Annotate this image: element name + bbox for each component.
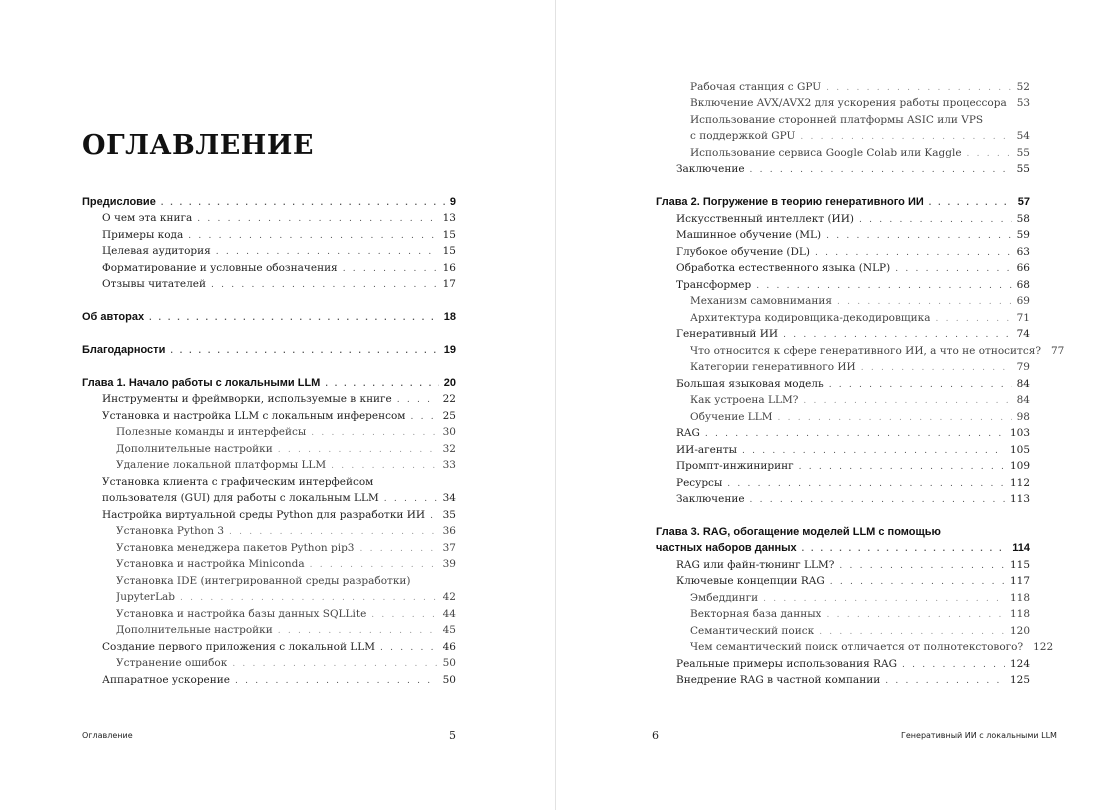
toc-entry-page: 57 — [1017, 196, 1030, 208]
dot-leader — [815, 246, 1012, 260]
dot-leader — [967, 147, 1012, 161]
toc-entry — [656, 476, 1030, 491]
dot-leader — [149, 310, 439, 324]
toc-entry-title: частных наборов данных — [656, 542, 797, 554]
toc-entry — [656, 195, 1030, 209]
toc-entry — [82, 343, 456, 357]
toc-entry-page: 58 — [1016, 213, 1030, 225]
toc-entry-page: 9 — [449, 196, 456, 208]
toc-entry-title: Дополнительные настройки — [116, 624, 273, 636]
dot-leader — [235, 674, 438, 688]
toc-entry — [82, 475, 456, 489]
toc-entry — [82, 244, 456, 259]
dot-leader — [803, 394, 1011, 408]
toc-entry — [82, 640, 456, 655]
toc-entry-page: 22 — [442, 393, 456, 405]
toc-entry-title: Установка и настройка Miniconda — [116, 558, 305, 570]
toc-entry-title: Архитектура кодировщика-декодировщика — [690, 312, 931, 324]
toc-entry-title: Об авторах — [82, 311, 145, 323]
toc-entry — [82, 261, 456, 276]
toc-entry-page: 98 — [1016, 411, 1030, 423]
toc-entry-page: 42 — [442, 591, 456, 603]
toc-entry-title: Дополнительные настройки — [116, 443, 273, 455]
toc-entry-page: 55 — [1016, 147, 1030, 159]
dot-leader — [802, 541, 1008, 555]
toc-entry-title: Удаление локальной платформы LLM — [116, 459, 327, 471]
toc-entry-title: Рабочая станция с GPU — [690, 81, 822, 93]
toc-entry — [656, 344, 1065, 359]
toc-entry — [82, 277, 456, 292]
toc-entry — [656, 377, 1030, 392]
toc-entry-page: 45 — [442, 624, 456, 636]
toc-entry-page: 19 — [443, 344, 456, 356]
right-page — [556, 0, 1111, 810]
toc-entry-title: Создание первого приложения с локальной LLM — [102, 641, 375, 653]
toc-entry-page: 32 — [442, 443, 456, 455]
toc-entry-title: Трансформер — [676, 279, 752, 291]
toc-entry — [82, 590, 456, 605]
toc-entry-page: 59 — [1016, 229, 1030, 241]
dot-leader — [310, 558, 438, 572]
toc-entry-title: Глава 3. RAG, обогащение моделей LLM с помощью — [656, 526, 941, 538]
dot-leader — [188, 229, 437, 243]
toc-entry-title: Промпт-инжиниринг — [676, 460, 794, 472]
dot-leader — [819, 625, 1005, 639]
dot-leader — [859, 213, 1012, 227]
toc-entry-page: 79 — [1016, 361, 1030, 373]
toc-entry-page: 52 — [1016, 81, 1030, 93]
dot-leader — [756, 279, 1011, 293]
toc-entry — [82, 557, 456, 572]
toc-entry-page: 25 — [442, 410, 456, 422]
toc-entry-title: Установка и настройка LLM с локальным инференсом — [102, 410, 406, 422]
toc-entry-title: Ключевые концепции RAG — [676, 575, 825, 587]
toc-entry-page: 33 — [442, 459, 456, 471]
left-page — [0, 0, 555, 810]
toc-entry-title: Категории генеративного ИИ — [690, 361, 856, 373]
toc-entry-title: Аппаратное ускорение — [102, 674, 230, 686]
toc-entry-title: Реальные примеры использования RAG — [676, 658, 897, 670]
toc-entry-title: пользователя (GUI) для работы с локальным LLM — [102, 492, 379, 504]
toc-entry-title: Целевая аудитория — [102, 245, 211, 257]
dot-leader — [778, 411, 1012, 425]
dot-leader — [826, 229, 1012, 243]
dot-leader — [197, 212, 437, 226]
toc-entry — [656, 261, 1030, 276]
toc-entry-page: 115 — [1009, 559, 1030, 571]
toc-entry-page: 124 — [1009, 658, 1030, 670]
toc-entry — [656, 459, 1030, 474]
toc-entry-title: Установка менеджера пакетов Python pip3 — [116, 542, 355, 554]
toc-entry-page: 69 — [1016, 295, 1030, 307]
toc-entry — [82, 310, 456, 324]
toc-entry-page: 112 — [1009, 477, 1030, 489]
toc-entry — [656, 492, 1030, 507]
toc-entry-title: Отзывы читателей — [102, 278, 207, 290]
toc-entry-page: 71 — [1016, 312, 1030, 324]
toc-entry-title: Эмбеддинги — [690, 592, 759, 604]
toc-entry-title: Обработка естественного языка (NLP) — [676, 262, 891, 274]
toc-entry-page: 118 — [1009, 592, 1030, 604]
toc-entry-page: 13 — [442, 212, 456, 224]
toc-entry-title: с поддержкой GPU — [690, 130, 796, 142]
dot-leader — [278, 443, 438, 457]
toc-entry — [656, 558, 1030, 573]
dot-leader — [397, 393, 438, 407]
toc-entry-title: Механизм самовнимания — [690, 295, 832, 307]
toc-entry — [656, 162, 1030, 177]
toc-entry — [656, 393, 1030, 408]
dot-leader — [929, 195, 1013, 209]
toc-entry-title: Устранение ошибок — [116, 657, 228, 669]
toc-entry-title: Форматирование и условные обозначения — [102, 262, 338, 274]
toc-entry-page: 74 — [1016, 328, 1030, 340]
toc-entry-title: Векторная база данных — [690, 608, 822, 620]
toc-entry-page: 55 — [1016, 163, 1030, 175]
toc-entry-title: Семантический поиск — [690, 625, 815, 637]
dot-leader — [216, 245, 438, 259]
toc-entry — [656, 657, 1030, 672]
toc-entry — [82, 392, 456, 407]
toc-entry-title: Установка Python 3 — [116, 525, 225, 537]
dot-leader — [742, 444, 1005, 458]
dot-leader — [331, 459, 437, 473]
dot-leader — [161, 195, 445, 209]
running-footer-left: Оглавление — [82, 731, 133, 740]
toc-entry — [82, 656, 456, 671]
toc-entry — [656, 426, 1030, 441]
toc-entry-page: 117 — [1009, 575, 1030, 587]
toc-entry-page: 109 — [1009, 460, 1030, 472]
page-number-left: 5 — [449, 729, 456, 742]
toc-entry-page: 120 — [1009, 625, 1030, 637]
dot-leader — [384, 492, 438, 506]
toc-entry-title: Использование сервиса Google Colab или Kaggle — [690, 147, 962, 159]
toc-entry — [82, 607, 456, 622]
toc-entry — [656, 245, 1030, 260]
toc-entry — [82, 673, 456, 688]
toc-entry-title: Ресурсы — [676, 477, 723, 489]
toc-entry-page: 36 — [442, 525, 456, 537]
toc-entry — [656, 228, 1030, 243]
toc-entry — [656, 624, 1030, 639]
dot-leader — [826, 81, 1011, 95]
toc-entry — [82, 541, 456, 556]
toc-entry-title: Машинное обучение (ML) — [676, 229, 822, 241]
dot-leader — [861, 361, 1012, 375]
toc-entry-title: Полезные команды и интерфейсы — [116, 426, 307, 438]
dot-leader — [727, 477, 1005, 491]
toc-entry — [82, 623, 456, 638]
toc-entry — [82, 195, 456, 209]
toc-entry-title: Настройка виртуальной среды Python для разработки ИИ — [102, 509, 426, 521]
toc-entry-page: 18 — [443, 311, 456, 323]
toc-entry-title: Внедрение RAG в частной компании — [676, 674, 881, 686]
toc-entry — [656, 443, 1030, 458]
dot-leader — [783, 328, 1012, 342]
toc-entry — [656, 607, 1030, 622]
dot-leader — [232, 657, 437, 671]
toc-entry-title: Обучение LLM — [690, 411, 773, 423]
dot-leader — [170, 343, 438, 357]
toc-entry-page: 68 — [1016, 279, 1030, 291]
toc-entry-page: 118 — [1009, 608, 1030, 620]
toc-entry-title: Установка клиента с графическим интерфейсом — [102, 476, 374, 488]
dot-leader — [359, 542, 437, 556]
dot-leader — [705, 427, 1005, 441]
toc-entry-page: 84 — [1016, 378, 1030, 390]
toc-entry — [82, 376, 456, 390]
toc-title: ОГЛАВЛЕНИЕ — [82, 130, 314, 161]
dot-leader — [830, 575, 1005, 589]
toc-entry-title: Искусственный интеллект (ИИ) — [676, 213, 854, 225]
dot-leader — [829, 378, 1012, 392]
toc-entry-title: Генеративный ИИ — [676, 328, 779, 340]
toc-entry — [656, 591, 1030, 606]
dot-leader — [343, 262, 438, 276]
toc-entry-title: Примеры кода — [102, 229, 184, 241]
toc-entry — [656, 278, 1030, 293]
toc-entry-title: Заключение — [676, 493, 745, 505]
toc-entry — [656, 525, 1030, 539]
toc-entry-title: Установка IDE (интегрированной среды разработки) — [116, 575, 411, 587]
toc-entry-page: 15 — [442, 229, 456, 241]
dot-leader — [837, 295, 1012, 309]
toc-entry — [656, 673, 1030, 688]
toc-entry-title: Установка и настройка базы данных SQLLite — [116, 608, 367, 620]
toc-entry-page: 20 — [443, 377, 456, 389]
toc-entry — [656, 80, 1030, 95]
dot-leader — [410, 410, 437, 424]
toc-entry — [656, 311, 1030, 326]
toc-entry-page: 105 — [1009, 444, 1030, 456]
toc-entry — [82, 211, 456, 226]
toc-entry — [656, 327, 1030, 342]
dot-leader — [750, 493, 1005, 507]
toc-entry-title: Включение AVX/AVX2 для ускорения работы процессора — [690, 97, 1007, 109]
dot-leader — [180, 591, 438, 605]
dot-leader — [211, 278, 438, 292]
dot-leader — [278, 624, 438, 638]
toc-entry — [82, 574, 456, 588]
toc-entry-page: 37 — [442, 542, 456, 554]
toc-entry-page: 30 — [442, 426, 456, 438]
toc-entry-page: 39 — [442, 558, 456, 570]
dot-leader — [902, 658, 1005, 672]
toc-entry-page: 103 — [1009, 427, 1030, 439]
toc-entry — [656, 410, 1030, 425]
toc-entry-title: ИИ-агенты — [676, 444, 738, 456]
running-footer-right: Генеративный ИИ с локальными LLM — [901, 731, 1057, 740]
dot-leader — [380, 641, 438, 655]
dot-leader — [826, 608, 1004, 622]
toc-entry — [82, 524, 456, 539]
toc-entry-page: 63 — [1016, 246, 1030, 258]
toc-entry — [656, 96, 1030, 111]
toc-entry-page: 50 — [442, 657, 456, 669]
toc-entry — [656, 574, 1030, 589]
toc-entry-title: Глубокое обучение (DL) — [676, 246, 810, 258]
toc-entry-title: RAG или файн-тюнинг LLM? — [676, 559, 835, 571]
toc-entry — [656, 113, 1030, 127]
toc-entry — [82, 508, 456, 523]
toc-entry-page: 17 — [442, 278, 456, 290]
toc-entry-title: Использование сторонней платформы ASIC или VPS — [690, 114, 984, 126]
toc-entry-page: 113 — [1009, 493, 1030, 505]
dot-leader — [371, 608, 437, 622]
toc-entry — [82, 409, 456, 424]
toc-entry-page: 44 — [442, 608, 456, 620]
toc-entry-page: 77 — [1050, 345, 1065, 357]
toc-entry-title: Глава 1. Начало работы с локальными LLM — [82, 377, 321, 389]
dot-leader — [229, 525, 438, 539]
toc-entry-page: 15 — [442, 245, 456, 257]
toc-entry — [656, 541, 1030, 555]
toc-entry — [82, 442, 456, 457]
toc-entry-page: 84 — [1016, 394, 1030, 406]
toc-entry — [82, 425, 456, 440]
dot-leader — [763, 592, 1005, 606]
dot-leader — [935, 312, 1011, 326]
toc-entry-title: Предисловие — [82, 196, 156, 208]
toc-entry-page: 16 — [442, 262, 456, 274]
toc-entry — [656, 212, 1030, 227]
toc-entry-page: 53 — [1016, 97, 1031, 109]
toc-entry-title: Заключение — [676, 163, 745, 175]
toc-entry-page: 34 — [442, 492, 456, 504]
toc-entry — [656, 360, 1030, 375]
toc-entry — [82, 228, 456, 243]
page-number-right: 6 — [652, 729, 659, 742]
dot-leader — [430, 509, 438, 523]
toc-entry-title: Глава 2. Погружение в теорию генеративного ИИ — [656, 196, 924, 208]
toc-entry-title: Чем семантический поиск отличается от полнотекстового? — [690, 641, 1024, 653]
dot-leader — [800, 130, 1011, 144]
toc-entry-title: Что относится к сфере генеративного ИИ, а что не относится? — [690, 345, 1041, 357]
toc-entry-page: 54 — [1016, 130, 1030, 142]
toc-entry-page: 35 — [442, 509, 456, 521]
dot-leader — [325, 376, 438, 390]
toc-entry — [656, 640, 1054, 655]
toc-entry — [656, 129, 1030, 144]
toc-entry-page: 66 — [1016, 262, 1030, 274]
toc-entry-page: 125 — [1009, 674, 1030, 686]
dot-leader — [799, 460, 1005, 474]
dot-leader — [311, 426, 437, 440]
toc-entry-title: Инструменты и фреймворки, используемые в книге — [102, 393, 392, 405]
dot-leader — [750, 163, 1012, 177]
dot-leader — [895, 262, 1011, 276]
toc-entry-title: RAG — [676, 427, 700, 439]
toc-entry-page: 46 — [442, 641, 456, 653]
toc-entry-title: О чем эта книга — [102, 212, 193, 224]
toc-entry — [82, 458, 456, 473]
dot-leader — [885, 674, 1005, 688]
toc-entry-title: Как устроена LLM? — [690, 394, 799, 406]
toc-entry — [656, 146, 1030, 161]
toc-entry-page: 50 — [442, 674, 456, 686]
toc-entry — [82, 491, 456, 506]
toc-entry — [656, 294, 1030, 309]
toc-entry-page: 122 — [1033, 641, 1054, 653]
dot-leader — [839, 559, 1005, 573]
toc-entry-title: Большая языковая модель — [676, 378, 824, 390]
toc-entry-page: 114 — [1012, 542, 1030, 554]
toc-entry-title: Благодарности — [82, 344, 166, 356]
toc-entry-title: JupyterLab — [116, 591, 176, 603]
